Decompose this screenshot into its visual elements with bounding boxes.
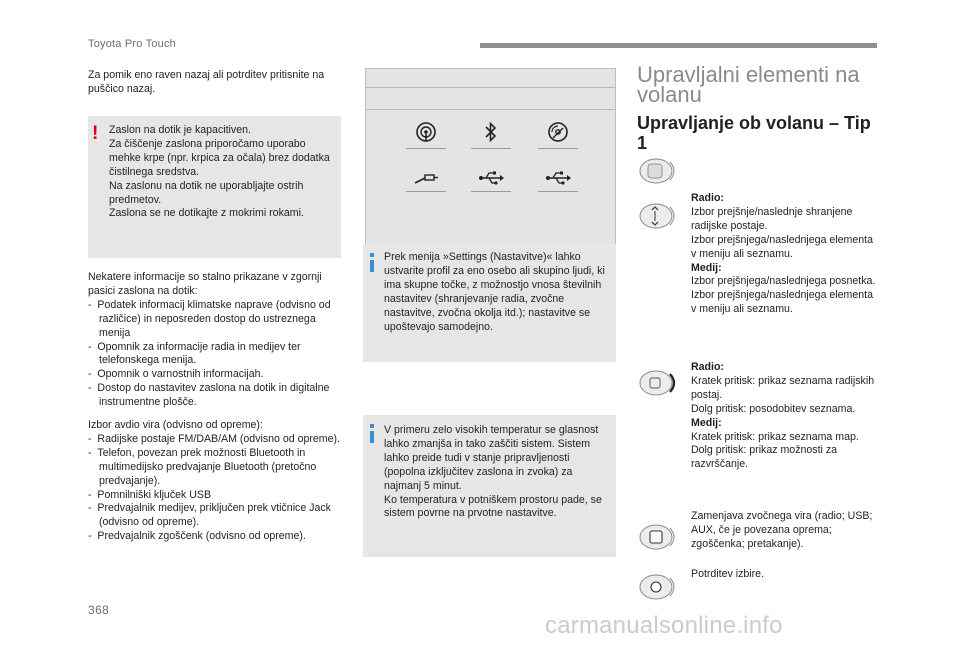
header-title: Toyota Pro Touch — [88, 38, 176, 50]
page-number: 368 — [88, 603, 110, 617]
control-4-description: Potrditev izbire. — [691, 568, 765, 580]
header-bar — [480, 43, 877, 48]
list-item: - Podatek informacij klimatske naprave (odvisno od različice) in neposreden dostop do ustreznega menija — [88, 298, 331, 339]
info-icon — [370, 253, 374, 257]
warning-text — [109, 124, 337, 221]
intro-text: Za pomik eno raven nazaj ali potrditev pritisnite na puščico nazaj. — [88, 69, 325, 95]
description-line: Izbor prejšnje/naslednje shranjene radijske postaje. — [691, 205, 853, 232]
usb-icon[interactable] — [476, 165, 506, 191]
steering-control-overview-icon — [638, 156, 682, 186]
list-item: - Opomnik za informacije radia in medijev ter telefonskega menija. — [88, 340, 301, 367]
list-item: - Pomnilniški ključek USB — [88, 488, 212, 501]
info-icon — [370, 424, 374, 428]
touchscreen-illustration — [365, 68, 616, 260]
info-line: V primeru zelo visokih temperatur se glasnost lahko zmanjša in tako zaščiti sistem. Sistem lahko preide tudi v stanje pripravljenosti (popolna izključitev zaslona in zvoka) za najmanj 5 minut. — [384, 424, 599, 492]
control-3-description: Zamenjava zvočnega vira (radio; USB; AUX, če je povezana oprema; zgoščenka; pretakanje). — [691, 510, 873, 550]
jack-icon[interactable] — [411, 165, 441, 191]
label-media: Medij: — [691, 261, 722, 274]
screen-divider — [366, 109, 615, 110]
radio-icon[interactable] — [411, 119, 441, 145]
screen-shelf — [538, 191, 578, 192]
cd-icon[interactable] — [543, 119, 573, 145]
description-line: Dolg pritisk: prikaz možnosti za razvrščanje. — [691, 444, 838, 471]
info-icon-stem — [370, 260, 374, 272]
top-band-info — [88, 271, 342, 410]
list-item: - Radijske postaje FM/DAB/AM (odvisno od opreme). — [88, 432, 340, 445]
info-settings-text: Prek menija »Settings (Nastavitve)« lahko ustvarite profil za eno osebo ali skupino ljudi, ki ima skupne točke, z možnostjo vnosa številnih nastavitev (shranjevanje radia, zvočne nastavitve, zvočna okolja itd.); nastavitve se upoštevajo samodejno. — [384, 251, 605, 333]
label-radio: Radio: — [691, 361, 724, 373]
screen-shelf — [538, 148, 578, 149]
section-title: Upravljalni elementi na volanu — [637, 62, 860, 107]
subsection-title: Upravljanje ob volanu – Tip 1 — [637, 113, 871, 153]
bluetooth-icon[interactable] — [476, 119, 506, 145]
warning-line: Na zaslonu na dotik ne uporabljajte ostrih predmetov. — [109, 179, 304, 206]
usb-icon[interactable] — [543, 165, 573, 191]
list-item: - Dostop do nastavitev zaslona na dotik in digitalne instrumentne plošče. — [88, 382, 330, 409]
warning-line: Zaslon na dotik je kapacitiven. — [109, 124, 251, 136]
watermark: carmanualsonline.info — [545, 612, 783, 639]
description-line: Izbor prejšnjega/naslednjega posnetka. — [691, 275, 876, 288]
screen-shelf — [471, 191, 511, 192]
list-item: - Predvajalnik zgoščenk (odvisno od opreme). — [88, 530, 306, 543]
control-2-description — [691, 361, 881, 472]
label-radio: Radio: — [691, 192, 724, 204]
steering-control-press-icon — [638, 368, 682, 398]
exclamation-icon: ! — [92, 123, 99, 144]
audio-source-info — [88, 419, 342, 544]
steering-control-confirm-icon — [638, 572, 682, 602]
description-line: Kratek pritisk: prikaz seznama map. — [691, 430, 859, 443]
label-media: Medij: — [691, 416, 722, 429]
control-1-description — [691, 192, 881, 317]
screen-shelf — [406, 191, 446, 192]
info-line: Ko temperatura v potniškem prostoru pade, se sistem povrne na prvotne nastavitve. — [384, 493, 602, 520]
steering-control-up-down-icon — [638, 201, 682, 231]
description-line: Izbor prejšnjega/naslednjega elementa v meniju ali seznamu. — [691, 233, 873, 260]
description-line: Dolg pritisk: posodobitev seznama. — [691, 402, 856, 415]
list-item: - Predvajalnik medijev, priključen prek vtičnice Jack (odvisno od opreme). — [88, 502, 331, 529]
description-line: Kratek pritisk: prikaz seznama radijskih postaj. — [691, 374, 875, 401]
warning-line: Za čiščenje zaslona priporočamo uporabo mehke krpe (npr. krpica za očala) brez dodatka čistilnega sredstva. — [109, 137, 330, 178]
screen-shelf — [471, 148, 511, 149]
warning-line: Zaslona se ne dotikajte z mokrimi rokami. — [109, 207, 304, 220]
info-temperature-text — [384, 424, 612, 521]
steering-control-source-icon — [638, 522, 682, 552]
description-line: Izbor prejšnjega/naslednjega elementa v meniju ali seznamu. — [691, 289, 873, 316]
screen-shelf — [406, 148, 446, 149]
screen-divider — [366, 87, 615, 88]
audio-source-intro: Izbor avdio vira (odvisno od opreme): — [88, 419, 263, 431]
info-icon-stem — [370, 431, 374, 443]
top-band-intro: Nekatere informacije so stalno prikazane v zgornji pasici zaslona na dotik: — [88, 271, 322, 297]
list-item: - Opomnik o varnostnih informacijah. — [88, 368, 264, 381]
list-item: - Telefon, povezan prek možnosti Bluetooth in multimedijsko predvajanje Bluetooth (pretočno predvajanje). — [88, 446, 317, 487]
